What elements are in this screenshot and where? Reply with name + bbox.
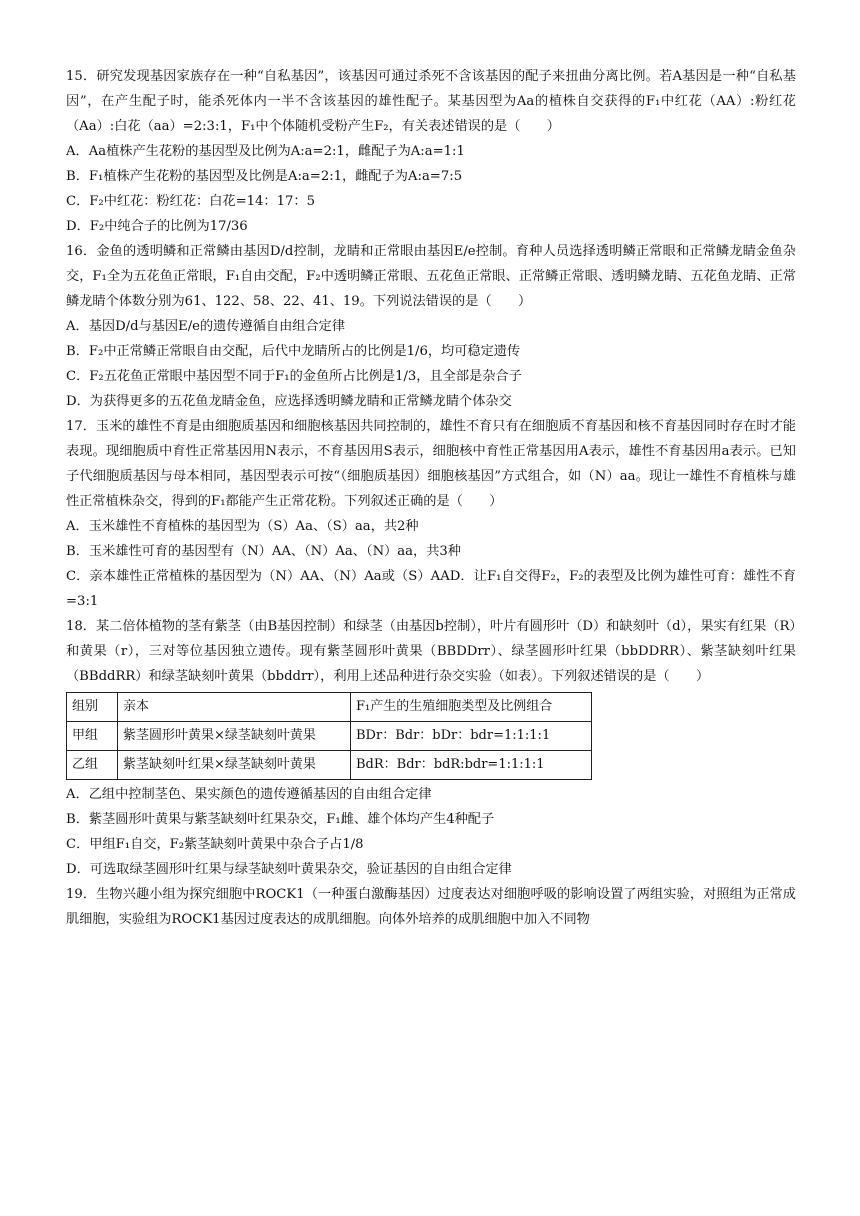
option-c: C．F₂五花鱼正常眼中基因型不同于F₁的金鱼所占比例是1/3，且全部是杂合子 bbox=[66, 369, 522, 384]
option-d: D．F₂中纯合子的比例为17/36 bbox=[66, 219, 248, 234]
option-a: A．乙组中控制茎色、果实颜色的遗传遵循基因的自由组合定律 bbox=[66, 787, 432, 802]
option-a: A．玉米雄性不育植株的基因型为（S）Aa、（S）aa，共2种 bbox=[66, 519, 419, 534]
option-c: C．F₂中红花：粉红花：白花=14：17：5 bbox=[66, 194, 315, 209]
table-header-cell: 亲本 bbox=[118, 693, 351, 722]
table-header-cell: F₁产生的生殖细胞类型及比例组合 bbox=[351, 693, 592, 722]
question-stem: 18．某二倍体植物的茎有紫茎（由B基因控制）和绿茎（由基因b控制），叶片有圆形叶（D）和缺刻叶（d），果实有红果（R）和黄果（r），三对等位基因独立遗传。现有紫茎圆形叶黄果（BBDDrr）、绿茎圆形叶红果（bbDDRR）、紫茎缺刻叶红果（BBddRR）和绿茎缺刻叶黄果（bbddrr），利用上述品种进行杂交实验（如表）。下列叙述错误的是（ ） bbox=[66, 619, 796, 684]
option-d: D．为获得更多的五花鱼龙睛金鱼，应选择透明鳞龙睛和正常鳞龙睛个体杂交 bbox=[66, 394, 512, 409]
option-b: B．玉米雄性可育的基因型有（N）AA、（N）Aa、（N）aa，共3种 bbox=[66, 544, 461, 559]
table-cell: 乙组 bbox=[67, 751, 118, 780]
table-cell: BdR：Bdr：bdR:bdr=1:1:1:1 bbox=[351, 751, 592, 780]
table-row bbox=[67, 751, 592, 780]
table-row bbox=[67, 722, 592, 751]
question-stem: 17．玉米的雄性不育是由细胞质基因和细胞核基因共同控制的，雄性不育只有在细胞质不育基因和核不育基因同时存在时才能表现。现细胞质中育性正常基因用N表示，不育基因用S表示，细胞核中育性正常基因用A表示，雄性不育基因用a表示。已知子代细胞质基因与母本相同，基因型表示可按“（细胞质基因）细胞核基因”方式组合，如（N）aa。现让一雄性不育植株与雄性正常植株杂交，得到的F₁都能产生正常花粉。下列叙述正确的是（ ） bbox=[66, 419, 796, 509]
option-d: D．可选取绿茎圆形叶红果与绿茎缺刻叶黄果杂交，验证基因的自由组合定律 bbox=[66, 862, 512, 877]
option-c: C．甲组F₁自交，F₂紫茎缺刻叶黄果中杂合子占1/8 bbox=[66, 837, 364, 852]
option-b: B．F₂中正常鳞正常眼自由交配，后代中龙睛所占的比例是1/6，均可稳定遗传 bbox=[66, 344, 521, 359]
option-a: A．Aa植株产生花粉的基因型及比例为A:a=2:1，雌配子为A:a=1:1 bbox=[66, 144, 465, 159]
option-b: B．紫茎圆形叶黄果与紫茎缺刻叶红果杂交，F₁雌、雄个体均产生4种配子 bbox=[66, 812, 495, 827]
table-header-cell: 组别 bbox=[67, 693, 118, 722]
question-19 bbox=[66, 882, 796, 932]
question-stem: 19．生物兴趣小组为探究细胞中ROCK1（一种蛋白激酶基因）过度表达对细胞呼吸的影响设置了两组实验，对照组为正常成肌细胞，实验组为ROCK1基因过度表达的成肌细胞。向体外培养的成肌细胞中加入不同物 bbox=[66, 887, 796, 927]
question-18 bbox=[66, 614, 796, 882]
question-stem: 15．研究发现基因家族存在一种“自私基因”，该基因可通过杀死不含该基因的配子来扭曲分离比例。若A基因是一种“自私基因”，在产生配子时，能杀死体内一半不含该基因的雄性配子。某基因型为Aa的植株自交获得的F₁中红花（AA）:粉红花（Aa）:白花（aa）=2:3:1，F₁中个体随机受粉产生F₂，有关表述错误的是（ ） bbox=[66, 69, 796, 134]
option-a: A．基因D/d与基因E/e的遗传遵循自由组合定律 bbox=[66, 319, 346, 334]
question-15 bbox=[66, 64, 796, 239]
table-header-row bbox=[67, 693, 592, 722]
question-stem: 16．金鱼的透明鳞和正常鳞由基因D/d控制，龙睛和正常眼由基因E/e控制。育种人员选择透明鳞正常眼和正常鳞龙睛金鱼杂交，F₁全为五花鱼正常眼，F₁自由交配，F₂中透明鳞正常眼、五花鱼正常眼、正常鳞正常眼、透明鳞龙睛、五花鱼龙睛、正常鳞龙睛个体数分别为61、122、58、22、41、19。下列说法错误的是（ ） bbox=[66, 244, 796, 309]
table-cell: BDr：Bdr：bDr：bdr=1:1:1:1 bbox=[351, 722, 592, 751]
table-cell: 紫茎圆形叶黄果×绿茎缺刻叶黄果 bbox=[118, 722, 351, 751]
question-16 bbox=[66, 239, 796, 414]
option-b: B．F₁植株产生花粉的基因型及比例是A:a=2:1，雌配子为A:a=7:5 bbox=[66, 169, 463, 184]
question-17 bbox=[66, 414, 796, 614]
option-c: C．亲本雄性正常植株的基因型为（N）AA、（N）Aa或（S）AAD．让F₁自交得F₂，F₂的表型及比例为雄性可育：雄性不育=3:1 bbox=[66, 569, 796, 609]
table-cell: 紫茎缺刻叶红果×绿茎缺刻叶黄果 bbox=[118, 751, 351, 780]
document-page bbox=[66, 64, 796, 932]
cross-experiment-table bbox=[66, 692, 592, 780]
table-cell: 甲组 bbox=[67, 722, 118, 751]
